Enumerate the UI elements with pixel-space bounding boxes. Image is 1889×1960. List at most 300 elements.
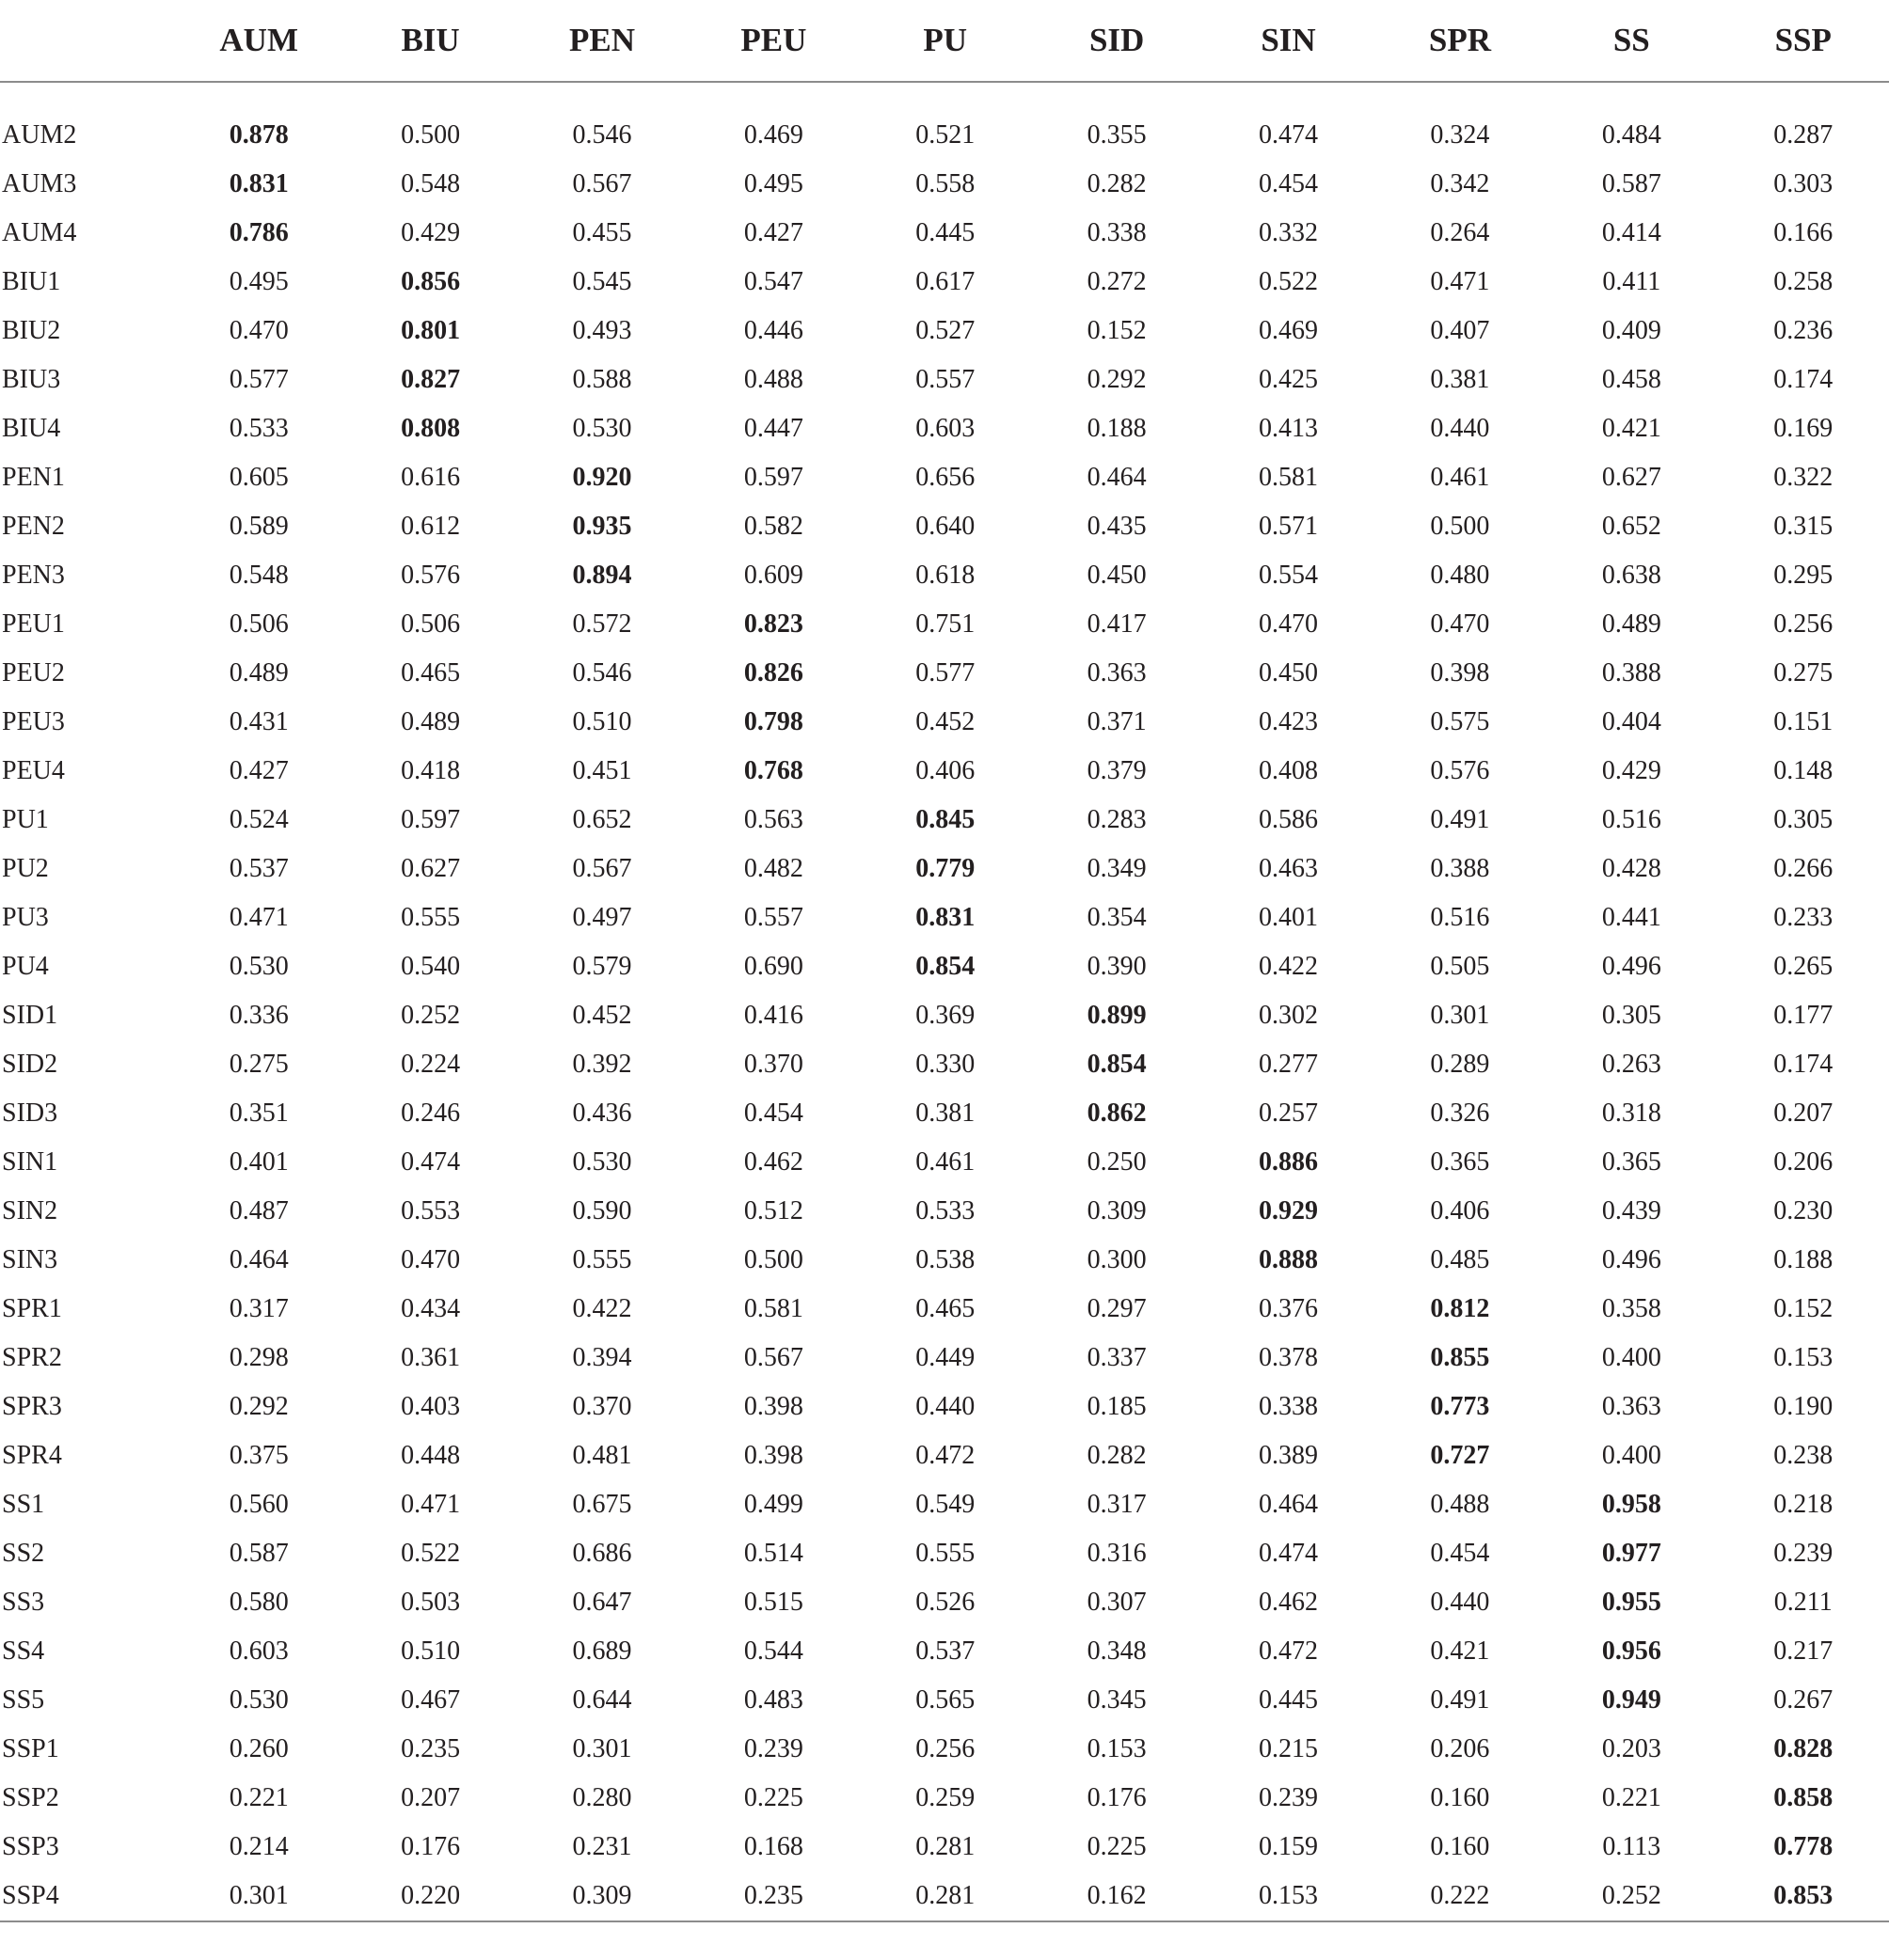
value-cell: 0.854	[1087, 1050, 1147, 1079]
value-cell: 0.423	[1259, 707, 1319, 736]
value-cell: 0.581	[1259, 463, 1319, 492]
value-cell: 0.436	[572, 1099, 632, 1128]
value-cell: 0.408	[1259, 756, 1319, 785]
value-cell: 0.548	[229, 561, 289, 590]
value-cell: 0.482	[743, 854, 803, 883]
value-cell: 0.411	[1602, 267, 1661, 296]
table-row	[0, 1578, 1889, 1627]
row-label-cell: PEN3	[2, 561, 65, 590]
row-label-cell: PU2	[2, 854, 49, 883]
value-cell: 0.302	[1259, 1001, 1319, 1030]
value-cell: 0.176	[1087, 1783, 1147, 1812]
value-cell: 0.587	[229, 1539, 289, 1568]
value-cell: 0.496	[1601, 952, 1661, 981]
value-cell: 0.394	[572, 1343, 632, 1372]
value-cell: 0.590	[572, 1196, 632, 1225]
value-cell: 0.856	[401, 267, 461, 296]
value-cell: 0.342	[1430, 169, 1490, 198]
value-cell: 0.256	[1773, 609, 1833, 639]
value-cell: 0.403	[401, 1392, 461, 1421]
value-cell: 0.516	[1601, 805, 1661, 834]
value-cell: 0.555	[915, 1539, 976, 1568]
value-cell: 0.263	[1601, 1050, 1661, 1079]
value-cell: 0.488	[743, 365, 803, 394]
value-cell: 0.421	[1430, 1636, 1490, 1666]
value-cell: 0.425	[1259, 365, 1319, 394]
value-cell: 0.929	[1259, 1196, 1319, 1225]
value-cell: 0.522	[401, 1539, 461, 1568]
value-cell: 0.370	[743, 1050, 803, 1079]
value-cell: 0.462	[743, 1147, 803, 1177]
value-cell: 0.206	[1773, 1147, 1833, 1177]
value-cell: 0.258	[1773, 267, 1833, 296]
value-cell: 0.381	[1430, 365, 1490, 394]
value-cell: 0.281	[860, 1872, 1031, 1921]
value-cell: 0.445	[915, 218, 976, 247]
value-cell: 0.303	[1773, 169, 1833, 198]
value-cell: 0.470	[229, 316, 289, 345]
value-cell: 0.827	[401, 365, 461, 394]
value-cell: 0.338	[1087, 218, 1147, 247]
value-cell: 0.166	[1773, 218, 1833, 247]
table-row	[0, 845, 1889, 893]
value-cell: 0.491	[1430, 805, 1490, 834]
row-label-cell: AUM4	[2, 218, 77, 247]
value-cell: 0.656	[915, 463, 976, 492]
value-cell: 0.853	[1718, 1872, 1889, 1921]
value-cell: 0.474	[1259, 120, 1319, 150]
value-cell: 0.309	[1087, 1196, 1147, 1225]
value-cell: 0.281	[915, 1832, 976, 1861]
value-cell: 0.454	[1259, 169, 1319, 198]
value-cell: 0.471	[229, 903, 289, 932]
value-cell: 0.358	[1601, 1294, 1661, 1323]
row-label-cell: BIU3	[2, 365, 61, 394]
value-cell: 0.481	[572, 1441, 632, 1470]
value-cell: 0.467	[401, 1685, 461, 1715]
value-cell: 0.222	[1374, 1872, 1546, 1921]
value-cell: 0.214	[229, 1832, 289, 1861]
value-cell: 0.177	[1773, 1001, 1833, 1030]
value-cell: 0.211	[1773, 1588, 1833, 1617]
value-cell: 0.416	[743, 1001, 803, 1030]
value-cell: 0.603	[229, 1636, 289, 1666]
row-label-cell: SPR1	[2, 1294, 62, 1323]
value-cell: 0.392	[572, 1050, 632, 1079]
value-cell: 0.431	[229, 707, 289, 736]
value-cell: 0.894	[572, 561, 632, 590]
value-cell: 0.287	[1773, 120, 1833, 150]
value-cell: 0.530	[572, 1147, 632, 1177]
value-cell: 0.301	[1430, 1001, 1490, 1030]
value-cell: 0.317	[229, 1294, 289, 1323]
table-row	[0, 698, 1889, 747]
value-cell: 0.260	[229, 1734, 289, 1763]
value-cell: 0.546	[572, 120, 632, 150]
value-cell: 0.379	[1087, 756, 1147, 785]
header-cell: SS	[1546, 0, 1717, 82]
value-cell: 0.454	[743, 1099, 803, 1128]
value-cell: 0.363	[1087, 658, 1147, 688]
value-cell: 0.252	[1546, 1872, 1717, 1921]
value-cell: 0.548	[401, 169, 461, 198]
table-row	[0, 600, 1889, 649]
header-row	[0, 0, 1889, 82]
value-cell: 0.689	[572, 1636, 632, 1666]
value-cell: 0.259	[915, 1783, 976, 1812]
value-cell: 0.257	[1259, 1099, 1319, 1128]
value-cell: 0.555	[572, 1245, 632, 1274]
row-label-cell: SSP3	[2, 1832, 59, 1861]
value-cell: 0.337	[1087, 1343, 1147, 1372]
value-cell: 0.188	[1773, 1245, 1833, 1274]
value-cell: 0.855	[1430, 1343, 1490, 1372]
value-cell: 0.638	[1601, 561, 1661, 590]
value-cell: 0.230	[1773, 1196, 1833, 1225]
row-label-cell: SS5	[2, 1685, 45, 1715]
spacer-cell	[0, 82, 1889, 111]
value-cell: 0.409	[1601, 316, 1661, 345]
value-cell: 0.363	[1601, 1392, 1661, 1421]
value-cell: 0.206	[1430, 1734, 1490, 1763]
value-cell: 0.398	[743, 1392, 803, 1421]
value-cell: 0.949	[1601, 1685, 1661, 1715]
header-cell: PU	[860, 0, 1031, 82]
value-cell: 0.540	[401, 952, 461, 981]
row-label-cell: SS2	[2, 1539, 45, 1568]
value-cell: 0.495	[743, 169, 803, 198]
value-cell: 0.612	[401, 512, 461, 541]
value-cell: 0.545	[572, 267, 632, 296]
value-cell: 0.153	[1773, 1343, 1833, 1372]
table-row	[0, 1236, 1889, 1285]
value-cell: 0.555	[401, 903, 461, 932]
value-cell: 0.798	[743, 707, 803, 736]
value-cell: 0.503	[401, 1588, 461, 1617]
value-cell: 0.429	[1601, 756, 1661, 785]
table-row	[0, 1285, 1889, 1334]
value-cell: 0.823	[743, 609, 803, 639]
value-cell: 0.471	[401, 1490, 461, 1519]
row-label-cell: SID1	[2, 1001, 58, 1030]
value-cell: 0.224	[401, 1050, 461, 1079]
value-cell: 0.474	[401, 1147, 461, 1177]
value-cell: 0.217	[1773, 1636, 1833, 1666]
value-cell: 0.365	[1601, 1147, 1661, 1177]
value-cell: 0.567	[572, 169, 632, 198]
value-cell: 0.485	[1430, 1245, 1490, 1274]
value-cell: 0.920	[572, 463, 632, 492]
row-label-cell: SPR2	[2, 1343, 62, 1372]
value-cell: 0.524	[229, 805, 289, 834]
table-row	[0, 453, 1889, 502]
value-cell: 0.375	[229, 1441, 289, 1470]
value-cell: 0.265	[1773, 952, 1833, 981]
value-cell: 0.617	[915, 267, 976, 296]
value-cell: 0.349	[1087, 854, 1147, 883]
value-cell: 0.427	[229, 756, 289, 785]
value-cell: 0.652	[572, 805, 632, 834]
row-label-cell: AUM2	[2, 120, 77, 150]
table-row	[0, 649, 1889, 698]
row-label-cell: SPR4	[2, 1441, 62, 1470]
value-cell: 0.470	[401, 1245, 461, 1274]
row-label-cell: SPR3	[2, 1392, 62, 1421]
value-cell: 0.499	[743, 1490, 803, 1519]
value-cell: 0.577	[915, 658, 976, 688]
value-cell: 0.773	[1430, 1392, 1490, 1421]
value-cell: 0.571	[1259, 512, 1319, 541]
value-cell: 0.526	[915, 1588, 976, 1617]
value-cell: 0.463	[1259, 854, 1319, 883]
table-row	[0, 1480, 1889, 1529]
table-row	[0, 1187, 1889, 1236]
value-cell: 0.516	[1430, 903, 1490, 932]
value-cell: 0.176	[401, 1832, 461, 1861]
value-cell: 0.348	[1087, 1636, 1147, 1666]
value-cell: 0.231	[572, 1832, 632, 1861]
value-cell: 0.500	[1430, 512, 1490, 541]
row-label-cell: SID3	[2, 1099, 58, 1128]
value-cell: 0.282	[1087, 1441, 1147, 1470]
value-cell: 0.597	[401, 805, 461, 834]
value-cell: 0.493	[572, 316, 632, 345]
value-cell: 0.280	[572, 1783, 632, 1812]
value-cell: 0.597	[743, 463, 803, 492]
value-cell: 0.283	[1087, 805, 1147, 834]
row-label-cell: SIN2	[2, 1196, 58, 1225]
value-cell: 0.778	[1773, 1832, 1833, 1861]
value-cell: 0.627	[401, 854, 461, 883]
row-label-cell: SS4	[2, 1636, 45, 1666]
value-cell: 0.207	[401, 1783, 461, 1812]
table-row	[0, 502, 1889, 551]
value-cell: 0.267	[1773, 1685, 1833, 1715]
value-cell: 0.354	[1087, 903, 1147, 932]
value-cell: 0.440	[1430, 414, 1490, 443]
value-cell: 0.400	[1601, 1441, 1661, 1470]
value-cell: 0.174	[1773, 1050, 1833, 1079]
table-row	[0, 1431, 1889, 1480]
value-cell: 0.185	[1087, 1392, 1147, 1421]
table-row	[0, 1529, 1889, 1578]
value-cell: 0.316	[1087, 1539, 1147, 1568]
table-row	[0, 1676, 1889, 1725]
spacer-row	[0, 82, 1889, 111]
value-cell: 0.537	[915, 1636, 976, 1666]
value-cell: 0.553	[401, 1196, 461, 1225]
value-cell: 0.647	[572, 1588, 632, 1617]
value-cell: 0.450	[1259, 658, 1319, 688]
value-cell: 0.530	[229, 1685, 289, 1715]
value-cell: 0.446	[743, 316, 803, 345]
value-cell: 0.587	[1601, 169, 1661, 198]
value-cell: 0.858	[1773, 1783, 1833, 1812]
value-cell: 0.644	[572, 1685, 632, 1715]
table-row	[0, 1040, 1889, 1089]
value-cell: 0.786	[229, 218, 289, 247]
value-cell: 0.464	[1259, 1490, 1319, 1519]
value-cell: 0.567	[743, 1343, 803, 1372]
value-cell: 0.465	[915, 1294, 976, 1323]
value-cell: 0.235	[401, 1734, 461, 1763]
value-cell: 0.488	[1430, 1490, 1490, 1519]
table-row	[0, 209, 1889, 258]
value-cell: 0.826	[743, 658, 803, 688]
row-label-cell: PEN1	[2, 463, 65, 492]
value-cell: 0.272	[1087, 267, 1147, 296]
value-cell: 0.174	[1773, 365, 1833, 394]
value-cell: 0.250	[1087, 1147, 1147, 1177]
value-cell: 0.537	[229, 854, 289, 883]
table-row	[0, 1627, 1889, 1676]
value-cell: 0.506	[229, 609, 289, 639]
value-cell: 0.496	[1601, 1245, 1661, 1274]
table-row	[0, 551, 1889, 600]
value-cell: 0.401	[229, 1147, 289, 1177]
value-cell: 0.355	[1087, 120, 1147, 150]
value-cell: 0.388	[1430, 854, 1490, 883]
value-cell: 0.292	[229, 1392, 289, 1421]
value-cell: 0.326	[1430, 1099, 1490, 1128]
value-cell: 0.370	[572, 1392, 632, 1421]
value-cell: 0.450	[1087, 561, 1147, 590]
value-cell: 0.544	[743, 1636, 803, 1666]
value-cell: 0.538	[915, 1245, 976, 1274]
value-cell: 0.470	[1259, 609, 1319, 639]
value-cell: 0.322	[1773, 463, 1833, 492]
row-label-cell: PU4	[2, 952, 49, 981]
value-cell: 0.435	[1087, 512, 1147, 541]
header-cell: SID	[1031, 0, 1202, 82]
table-row	[0, 111, 1889, 160]
value-cell: 0.489	[401, 707, 461, 736]
value-cell: 0.441	[1601, 903, 1661, 932]
value-cell: 0.220	[344, 1872, 516, 1921]
value-cell: 0.474	[1259, 1539, 1319, 1568]
value-cell: 0.113	[1602, 1832, 1661, 1861]
value-cell: 0.582	[743, 512, 803, 541]
table-row	[0, 942, 1889, 991]
value-cell: 0.557	[743, 903, 803, 932]
value-cell: 0.512	[743, 1196, 803, 1225]
value-cell: 0.168	[743, 1832, 803, 1861]
value-cell: 0.151	[1773, 707, 1833, 736]
value-cell: 0.586	[1259, 805, 1319, 834]
row-label-cell: SSP4	[0, 1872, 173, 1921]
value-cell: 0.266	[1773, 854, 1833, 883]
value-cell: 0.489	[1601, 609, 1661, 639]
table-row	[0, 307, 1889, 356]
value-cell: 0.472	[915, 1441, 976, 1470]
value-cell: 0.389	[1259, 1441, 1319, 1470]
row-label-cell: PEU4	[2, 756, 65, 785]
value-cell: 0.417	[1087, 609, 1147, 639]
row-label-cell: SS1	[2, 1490, 45, 1519]
value-cell: 0.300	[1087, 1245, 1147, 1274]
value-cell: 0.221	[229, 1783, 289, 1812]
table-row	[0, 1872, 1889, 1921]
value-cell: 0.153	[1202, 1872, 1373, 1921]
row-label-cell: PEU1	[2, 609, 65, 639]
value-cell: 0.605	[229, 463, 289, 492]
value-cell: 0.305	[1601, 1001, 1661, 1030]
value-cell: 0.521	[915, 120, 976, 150]
value-cell: 0.452	[915, 707, 976, 736]
value-cell: 0.159	[1259, 1832, 1319, 1861]
value-cell: 0.256	[915, 1734, 976, 1763]
value-cell: 0.470	[1430, 609, 1490, 639]
value-cell: 0.567	[572, 854, 632, 883]
value-cell: 0.169	[1773, 414, 1833, 443]
value-cell: 0.297	[1087, 1294, 1147, 1323]
value-cell: 0.160	[1430, 1783, 1490, 1812]
table-row	[0, 1334, 1889, 1383]
value-cell: 0.530	[572, 414, 632, 443]
value-cell: 0.413	[1259, 414, 1319, 443]
header-cell: SSP	[1718, 0, 1889, 82]
value-cell: 0.500	[401, 120, 461, 150]
value-cell: 0.565	[915, 1685, 976, 1715]
value-cell: 0.225	[1087, 1832, 1147, 1861]
value-cell: 0.289	[1430, 1050, 1490, 1079]
value-cell: 0.547	[743, 267, 803, 296]
value-cell: 0.427	[743, 218, 803, 247]
table-row	[0, 1383, 1889, 1431]
value-cell: 0.560	[229, 1490, 289, 1519]
value-cell: 0.489	[229, 658, 289, 688]
row-label-cell: PEU3	[2, 707, 65, 736]
row-label-cell: BIU2	[2, 316, 61, 345]
value-cell: 0.406	[915, 756, 976, 785]
value-cell: 0.275	[1773, 658, 1833, 688]
value-cell: 0.428	[1601, 854, 1661, 883]
value-cell: 0.464	[1087, 463, 1147, 492]
value-cell: 0.407	[1430, 316, 1490, 345]
table-row	[0, 747, 1889, 796]
value-cell: 0.609	[743, 561, 803, 590]
value-cell: 0.440	[1430, 1588, 1490, 1617]
row-label-cell: SS3	[2, 1588, 45, 1617]
table-row	[0, 1774, 1889, 1823]
value-cell: 0.955	[1601, 1588, 1661, 1617]
header-cell: PEU	[688, 0, 859, 82]
value-cell: 0.301	[173, 1872, 344, 1921]
value-cell: 0.218	[1773, 1490, 1833, 1519]
table-row	[0, 356, 1889, 404]
value-cell: 0.400	[1601, 1343, 1661, 1372]
row-label-cell: AUM3	[2, 169, 77, 198]
table-header	[0, 0, 1889, 82]
value-cell: 0.351	[229, 1099, 289, 1128]
value-cell: 0.831	[915, 903, 976, 932]
value-cell: 0.454	[1430, 1539, 1490, 1568]
value-cell: 0.301	[572, 1734, 632, 1763]
value-cell: 0.388	[1601, 658, 1661, 688]
value-cell: 0.277	[1259, 1050, 1319, 1079]
value-cell: 0.779	[915, 854, 976, 883]
value-cell: 0.808	[401, 414, 461, 443]
value-cell: 0.309	[516, 1872, 688, 1921]
value-cell: 0.295	[1773, 561, 1833, 590]
value-cell: 0.315	[1773, 512, 1833, 541]
row-label-cell: SSP1	[2, 1734, 59, 1763]
header-cell: SPR	[1374, 0, 1546, 82]
value-cell: 0.533	[229, 414, 289, 443]
header-cell: PEN	[516, 0, 688, 82]
value-cell: 0.398	[1430, 658, 1490, 688]
value-cell: 0.627	[1601, 463, 1661, 492]
